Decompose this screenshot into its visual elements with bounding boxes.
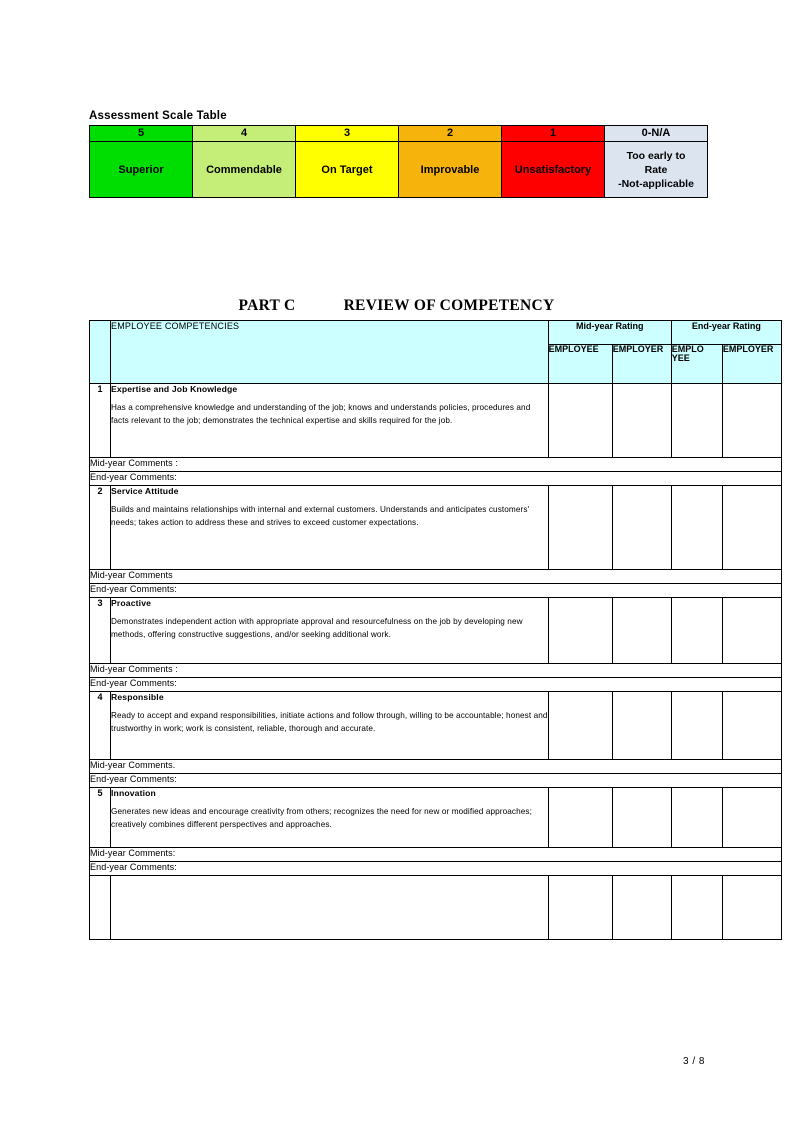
scale-score-4: 4 — [193, 126, 296, 142]
part-heading-text: REVIEW OF COMPETENCY — [343, 297, 555, 314]
row-number-4: 4 — [90, 692, 111, 760]
scale-label-not-applicable — [605, 142, 708, 198]
header-midyear-employee: EMPLOYEE — [548, 345, 612, 384]
table-row — [90, 788, 782, 848]
scale-score-1: 1 — [502, 126, 605, 142]
scale-label-on-target: On Target — [296, 142, 399, 198]
table-row — [90, 384, 782, 458]
midyear-comments-2[interactable]: Mid-year Comments — [90, 570, 782, 584]
competency-body-1: Has a comprehensive knowledge and understanding of the job; knows and understands policies, procedures and facts relevant to the job; demonstrates the technical expertise and skills required for the job. — [111, 403, 531, 425]
rating-endyear-employer-5[interactable] — [722, 788, 781, 848]
endyear-comment-row — [90, 472, 782, 486]
endyear-comment-row — [90, 584, 782, 598]
rating-midyear-employee-6[interactable] — [548, 876, 612, 940]
table-row — [90, 692, 782, 760]
endyear-comments-3[interactable]: End-year Comments: — [90, 678, 782, 692]
scale-label-superior: Superior — [90, 142, 193, 198]
rating-endyear-employer-2[interactable] — [722, 486, 781, 570]
assessment-scale-section — [89, 110, 709, 198]
assessment-scale-table — [89, 125, 708, 198]
scale-label-improvable: Improvable — [399, 142, 502, 198]
rating-endyear-employee-4[interactable] — [671, 692, 722, 760]
rating-midyear-employee-2[interactable] — [548, 486, 612, 570]
competency-title-3: Proactive — [111, 598, 152, 608]
competency-description-5 — [111, 788, 549, 848]
competency-description-3 — [111, 598, 549, 664]
endyear-comment-row — [90, 862, 782, 876]
endyear-comments-5[interactable]: End-year Comments: — [90, 862, 782, 876]
competency-body-3: Demonstrates independent action with appropriate approval and resourcefulness on the job by developing new methods, offering constructive suggestions, and/or seeking additional work. — [111, 617, 523, 639]
midyear-comment-row — [90, 848, 782, 862]
endyear-comments-4[interactable]: End-year Comments: — [90, 774, 782, 788]
scale-na-line-1: Too early to — [626, 149, 686, 162]
scale-score-5: 5 — [90, 126, 193, 142]
competency-body-4: Ready to accept and expand responsibilities, initiate actions and follow through, willing to be accountable; honest and trustworthy in work; work is consistent, reliable, thorough and accurate. — [111, 711, 548, 733]
header-endyear-employee: EMPLO YEE — [671, 345, 722, 384]
rating-midyear-employer-5[interactable] — [612, 788, 671, 848]
competency-body-2: Builds and maintains relationships with internal and external customers. Understands and anticipates customers' needs; takes action to address these and strives to exceed customer expectations. — [111, 505, 530, 527]
rating-midyear-employee-3[interactable] — [548, 598, 612, 664]
midyear-comment-row — [90, 570, 782, 584]
competency-title-5: Innovation — [111, 788, 156, 798]
rating-midyear-employer-6[interactable] — [612, 876, 671, 940]
header-number-cell — [90, 321, 111, 384]
scale-score-3: 3 — [296, 126, 399, 142]
header-midyear-rating: Mid-year Rating — [548, 321, 671, 345]
scale-label-row — [90, 142, 708, 198]
rating-endyear-employee-6[interactable] — [671, 876, 722, 940]
scale-na-line-3: -Not-applicable — [618, 177, 694, 190]
competency-table — [89, 320, 782, 940]
rating-midyear-employer-2[interactable] — [612, 486, 671, 570]
rating-endyear-employee-2[interactable] — [671, 486, 722, 570]
page-number: 3 / 8 — [683, 1056, 705, 1067]
table-row — [90, 598, 782, 664]
table-row — [90, 876, 782, 940]
rating-endyear-employer-3[interactable] — [722, 598, 781, 664]
endyear-comments-2[interactable]: End-year Comments: — [90, 584, 782, 598]
endyear-comment-row — [90, 678, 782, 692]
rating-midyear-employee-4[interactable] — [548, 692, 612, 760]
row-number-5: 5 — [90, 788, 111, 848]
midyear-comments-4[interactable]: Mid-year Comments. — [90, 760, 782, 774]
rating-endyear-employer-1[interactable] — [722, 384, 781, 458]
competency-description-4 — [111, 692, 549, 760]
rating-midyear-employee-5[interactable] — [548, 788, 612, 848]
assessment-scale-title: Assessment Scale Table — [89, 110, 227, 122]
rating-midyear-employee-1[interactable] — [548, 384, 612, 458]
part-c-heading — [0, 297, 793, 315]
midyear-comment-row — [90, 760, 782, 774]
competency-table-section — [89, 320, 782, 940]
scale-na-line-2: Rate — [644, 163, 668, 176]
rating-endyear-employee-1[interactable] — [671, 384, 722, 458]
part-label: PART C — [238, 297, 296, 314]
midyear-comments-3[interactable]: Mid-year Comments : — [90, 664, 782, 678]
rating-midyear-employer-4[interactable] — [612, 692, 671, 760]
rating-midyear-employer-3[interactable] — [612, 598, 671, 664]
scale-label-unsatisfactory: Unsatisfactory — [502, 142, 605, 198]
table-header-group-row — [90, 321, 782, 345]
row-number-2: 2 — [90, 486, 111, 570]
competency-description-6[interactable] — [111, 876, 549, 940]
competency-description-1 — [111, 384, 549, 458]
rating-midyear-employer-1[interactable] — [612, 384, 671, 458]
table-row — [90, 486, 782, 570]
row-number-3: 3 — [90, 598, 111, 664]
midyear-comment-row — [90, 458, 782, 472]
header-midyear-employer: EMPLOYER — [612, 345, 671, 384]
competency-body-5: Generates new ideas and encourage creativity from others; recognizes the need for new or modified approaches; creatively combines different perspectives and approaches. — [111, 807, 532, 829]
header-endyear-employer: EMPLOYER — [722, 345, 781, 384]
endyear-comments-1[interactable]: End-year Comments: — [90, 472, 782, 486]
header-employee-competencies: EMPLOYEE COMPETENCIES — [111, 321, 549, 384]
endyear-comment-row — [90, 774, 782, 788]
rating-endyear-employer-6[interactable] — [722, 876, 781, 940]
scale-score-2: 2 — [399, 126, 502, 142]
competency-description-2 — [111, 486, 549, 570]
rating-endyear-employee-5[interactable] — [671, 788, 722, 848]
scale-label-commendable: Commendable — [193, 142, 296, 198]
competency-title-1: Expertise and Job Knowledge — [111, 384, 238, 394]
header-endyear-rating: End-year Rating — [671, 321, 781, 345]
scale-score-0-na: 0-N/A — [605, 126, 708, 142]
rating-endyear-employer-4[interactable] — [722, 692, 781, 760]
scale-score-row — [90, 126, 708, 142]
midyear-comment-row — [90, 664, 782, 678]
competency-title-2: Service Attitude — [111, 486, 179, 496]
row-number-6 — [90, 876, 111, 940]
row-number-1: 1 — [90, 384, 111, 458]
midyear-comments-1[interactable]: Mid-year Comments : — [90, 458, 782, 472]
competency-title-4: Responsible — [111, 692, 164, 702]
midyear-comments-5[interactable]: Mid-year Comments: — [90, 848, 782, 862]
rating-endyear-employee-3[interactable] — [671, 598, 722, 664]
